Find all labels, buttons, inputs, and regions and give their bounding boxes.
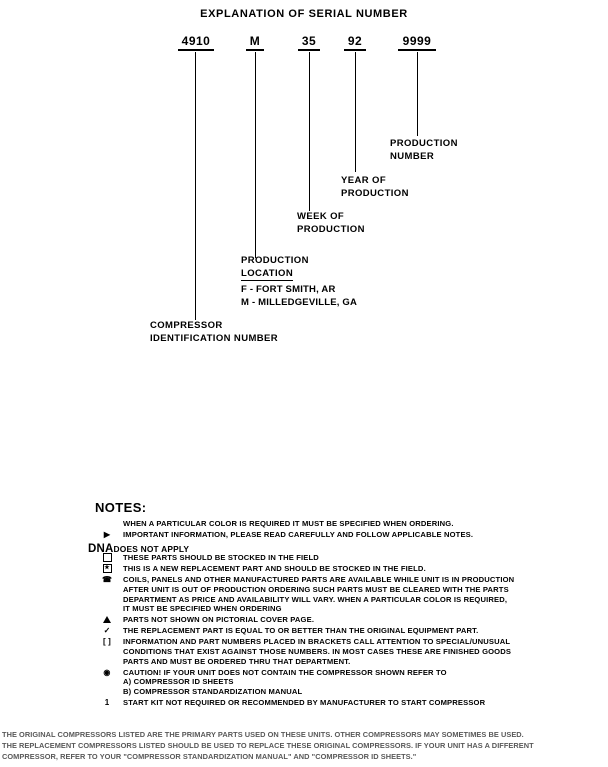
leader-line-0 — [195, 52, 196, 320]
serial-segment-4: 9999 — [398, 34, 436, 51]
callout-production-number — [390, 138, 458, 163]
callout-line: PRODUCTION — [297, 223, 365, 235]
footer-paragraph — [2, 729, 606, 762]
note-item-line: B) COMPRESSOR STANDARDIZATION MANUAL — [123, 686, 303, 696]
callout-compressor-identification-number — [150, 320, 278, 345]
note-item-1 — [95, 564, 535, 574]
note-color-requirement-text: WHEN A PARTICULAR COLOR IS REQUIRED IT MUST BE SPECIFIED WHEN ORDERING. — [123, 519, 454, 528]
footer-line-1: THE REPLACEMENT COMPRESSORS LISTED SHOULD BE USED TO REPLACE THESE ORIGINAL COMPRESSORS. IF YOUR UNIT HAS A DIFFERENT — [2, 741, 534, 750]
callout-line: PRODUCTION — [341, 187, 409, 199]
callout-option: F - FORT SMITH, AR — [241, 284, 336, 295]
dna-definition: DOES NOT APPLY — [113, 544, 190, 554]
callout-line: PRODUCTION — [390, 138, 458, 149]
note-item-6 — [95, 668, 535, 697]
note-item-line: START KIT NOT REQUIRED OR RECOMMENDED BY MANUFACTURER TO START COMPRESSOR — [123, 698, 486, 707]
checkmark-icon: ✓ — [103, 626, 111, 636]
triangle-icon — [95, 615, 119, 625]
notes-heading: NOTES: — [95, 500, 147, 515]
dna-abbreviation: DNA — [88, 543, 114, 555]
note-item-line: DEPARTMENT AS PRICE AND AVAILABILITY WILL VARY. WHEN A PARTICULAR COLOR IS REQUIRED, — [123, 594, 508, 604]
note-item-line: CAUTION! IF YOUR UNIT DOES NOT CONTAIN THE COMPRESSOR SHOWN REFER TO — [123, 667, 447, 677]
leader-line-4 — [417, 52, 418, 136]
note-item-4 — [95, 626, 535, 636]
flag-icon: ▶ — [103, 530, 111, 540]
telephone-icon: ☎ — [101, 575, 113, 585]
note-item-line: INFORMATION AND PART NUMBERS PLACED IN BRACKETS CALL ATTENTION TO SPECIAL/UNUSUAL — [123, 637, 511, 647]
note-item-line: A) COMPRESSOR ID SHEETS — [123, 677, 234, 687]
callout-line: IDENTIFICATION NUMBER — [150, 332, 279, 344]
callout-year-of-production — [341, 175, 409, 200]
leader-line-1 — [255, 52, 256, 258]
note-item-line: PARTS AND MUST BE ORDERED THRU THAT DEPARTMENT. — [123, 656, 351, 666]
footer-line-2: COMPRESSOR, REFER TO YOUR "COMPRESSOR STANDARDIZATION MANUAL" AND "COMPRESSOR ID SHEETS." — [2, 752, 417, 761]
callout-option: M - MILLEDGEVILLE, GA — [241, 296, 358, 308]
callout-production-location — [241, 255, 357, 309]
number-one-icon: 1 — [104, 698, 110, 707]
leader-line-3 — [355, 52, 356, 172]
note-important-information-text: IMPORTANT INFORMATION, PLEASE READ CAREFULLY AND FOLLOW APPLICABLE NOTES. — [123, 530, 474, 540]
callout-line: COMPRESSOR — [150, 320, 223, 331]
callout-heading: PRODUCTION — [241, 255, 309, 266]
caution-circle-icon: ◉ — [103, 667, 111, 677]
note-item-line: THESE PARTS SHOULD BE STOCKED IN THE FIELD — [123, 553, 319, 563]
note-item-line: THE REPLACEMENT PART IS EQUAL TO OR BETTER THAN THE ORIGINAL EQUIPMENT PART. — [123, 626, 479, 636]
note-item-line: COILS, PANELS AND OTHER MANUFACTURED PARTS ARE AVAILABLE WHILE UNIT IS IN PRODUCTION — [123, 575, 515, 585]
leader-line-2 — [309, 52, 310, 211]
callout-line: NUMBER — [390, 150, 435, 162]
page-title: EXPLANATION OF SERIAL NUMBER — [200, 8, 408, 20]
note-item-line: IT MUST BE SPECIFIED WHEN ORDERING — [123, 604, 282, 614]
note-important-information — [95, 530, 535, 540]
serial-segment-0: 4910 — [178, 34, 214, 51]
note-item-2 — [95, 575, 535, 613]
note-item-5 — [95, 637, 535, 666]
note-item-line: THIS IS A NEW REPLACEMENT PART AND SHOULD BE STOCKED IN THE FIELD. — [123, 564, 426, 574]
boxed-star-icon: ★ — [104, 565, 110, 572]
callout-line: WEEK OF — [297, 211, 345, 222]
callout-heading-underlined: LOCATION — [241, 268, 357, 282]
serial-number-row — [0, 34, 608, 52]
brackets-icon: [ ] — [102, 637, 111, 647]
dna-legend — [88, 543, 189, 555]
note-color-requirement — [95, 519, 535, 529]
footer-line-0: THE ORIGINAL COMPRESSORS LISTED ARE THE PRIMARY PARTS USED ON THESE UNITS. OTHER COMPRESSORS MAY SOMETIMES BE USED. — [2, 730, 524, 739]
note-item-7 — [95, 698, 535, 708]
serial-segment-2: 35 — [298, 34, 320, 51]
serial-segment-1: M — [246, 34, 264, 51]
note-item-line: CONDITIONS THAT EXIST AGAINST THOSE NUMBERS. IN MOST CASES THESE ARE FINISHED GOODS — [123, 647, 512, 657]
note-item-line: PARTS NOT SHOWN ON PICTORIAL COVER PAGE. — [123, 615, 315, 625]
note-item-3 — [95, 615, 535, 625]
callout-line: YEAR OF — [341, 175, 387, 186]
serial-segment-3: 92 — [344, 34, 366, 51]
callout-week-of-production — [297, 211, 365, 236]
note-item-line: AFTER UNIT IS OUT OF PRODUCTION ORDERING SUCH PARTS MUST BE CLEARED WITH THE PARTS — [123, 584, 509, 594]
